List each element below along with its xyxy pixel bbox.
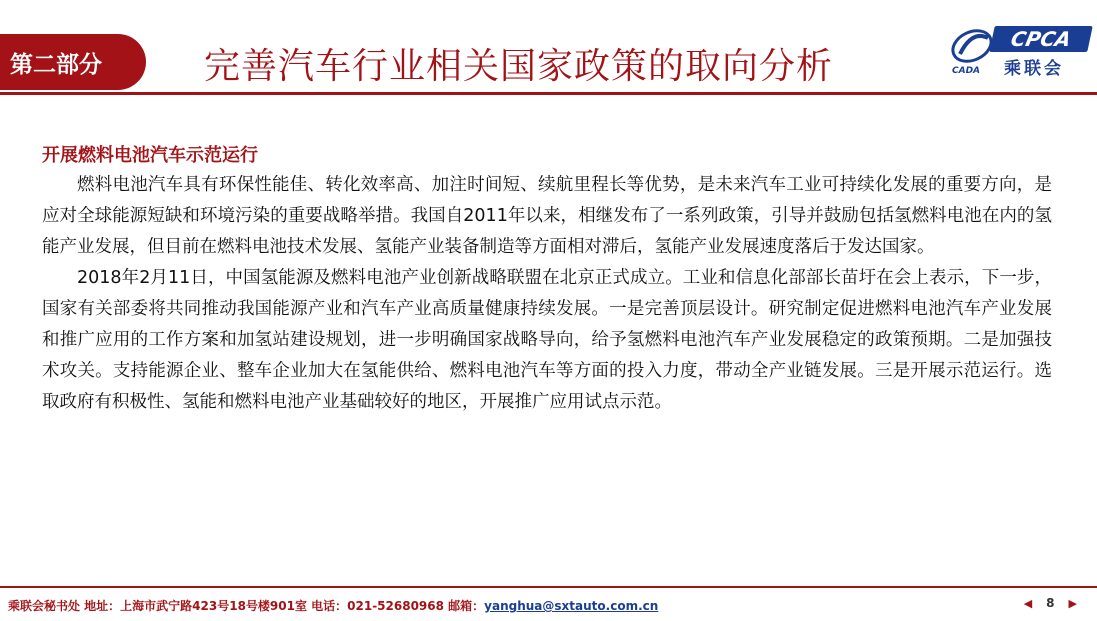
page-title: 完善汽车行业相关国家政策的取向分析 bbox=[204, 46, 834, 87]
slide-content bbox=[42, 144, 1052, 418]
section-label: 第二部分 bbox=[0, 34, 146, 90]
footer-divider bbox=[0, 586, 1097, 588]
triangle-right-icon[interactable]: ▶ bbox=[1068, 596, 1077, 610]
logo-brand: CPCA bbox=[989, 26, 1093, 52]
footer-email-link[interactable]: yanghua@sxtauto.com.cn bbox=[484, 599, 659, 613]
footer-contact: 乘联会秘书处 地址：上海市武宁路423号18号楼901室 电话：021-52680968 邮箱： bbox=[8, 599, 485, 613]
svg-text:CADA: CADA bbox=[952, 66, 981, 76]
paragraph-2: 2018年2月11日，中国氢能源及燃料电池产业创新战略联盟在北京正式成立。工业和信息化部部长苗圩在会上表示，下一步，国家有关部委将共同推动我国能源产业和汽车产业高质量健康持续发展。一是完善顶层设计。研究制定促进燃料电池汽车产业发展和推广应用的工作方案和加氢站建设规划，进一步明确国家战略导向，给予氢燃料电池汽车产业发展稳定的政策预期。二是加强技术攻关。支持能源企业、整车企业加大在氢能供给、燃料电池汽车等方面的投入力度，带动全产业链发展。三是开展示范运行。选取政府有积极性、氢能和燃料电池产业基础较好的地区，开展推广应用试点示范。 bbox=[42, 268, 1052, 412]
footer-info bbox=[8, 597, 658, 614]
paragraph-1: 燃料电池汽车具有环保性能佳、转化效率高、加注时间短、续航里程长等优势，是未来汽车工业可持续化发展的重要方向，是应对全球能源短缺和环境污染的重要战略举措。我国自2011年以来，相继发布了一系列政策，引导并鼓励包括氢燃料电池在内的氢能产业发展，但目前在燃料电池技术发展、氢能产业装备制造等方面相对滞后，氢能产业发展速度落后于发达国家。 bbox=[42, 175, 1052, 257]
header-divider bbox=[0, 92, 1097, 95]
triangle-left-icon[interactable]: ◀ bbox=[1023, 596, 1033, 610]
page-number: 8 bbox=[1046, 596, 1055, 610]
slide-header bbox=[0, 0, 1097, 100]
content-subheading: 开展燃料电池汽车示范运行 bbox=[42, 145, 258, 166]
logo-brand-cn: 乘联会 bbox=[1004, 59, 1064, 79]
cpca-logo bbox=[950, 24, 1092, 79]
page-navigator bbox=[1024, 596, 1077, 610]
